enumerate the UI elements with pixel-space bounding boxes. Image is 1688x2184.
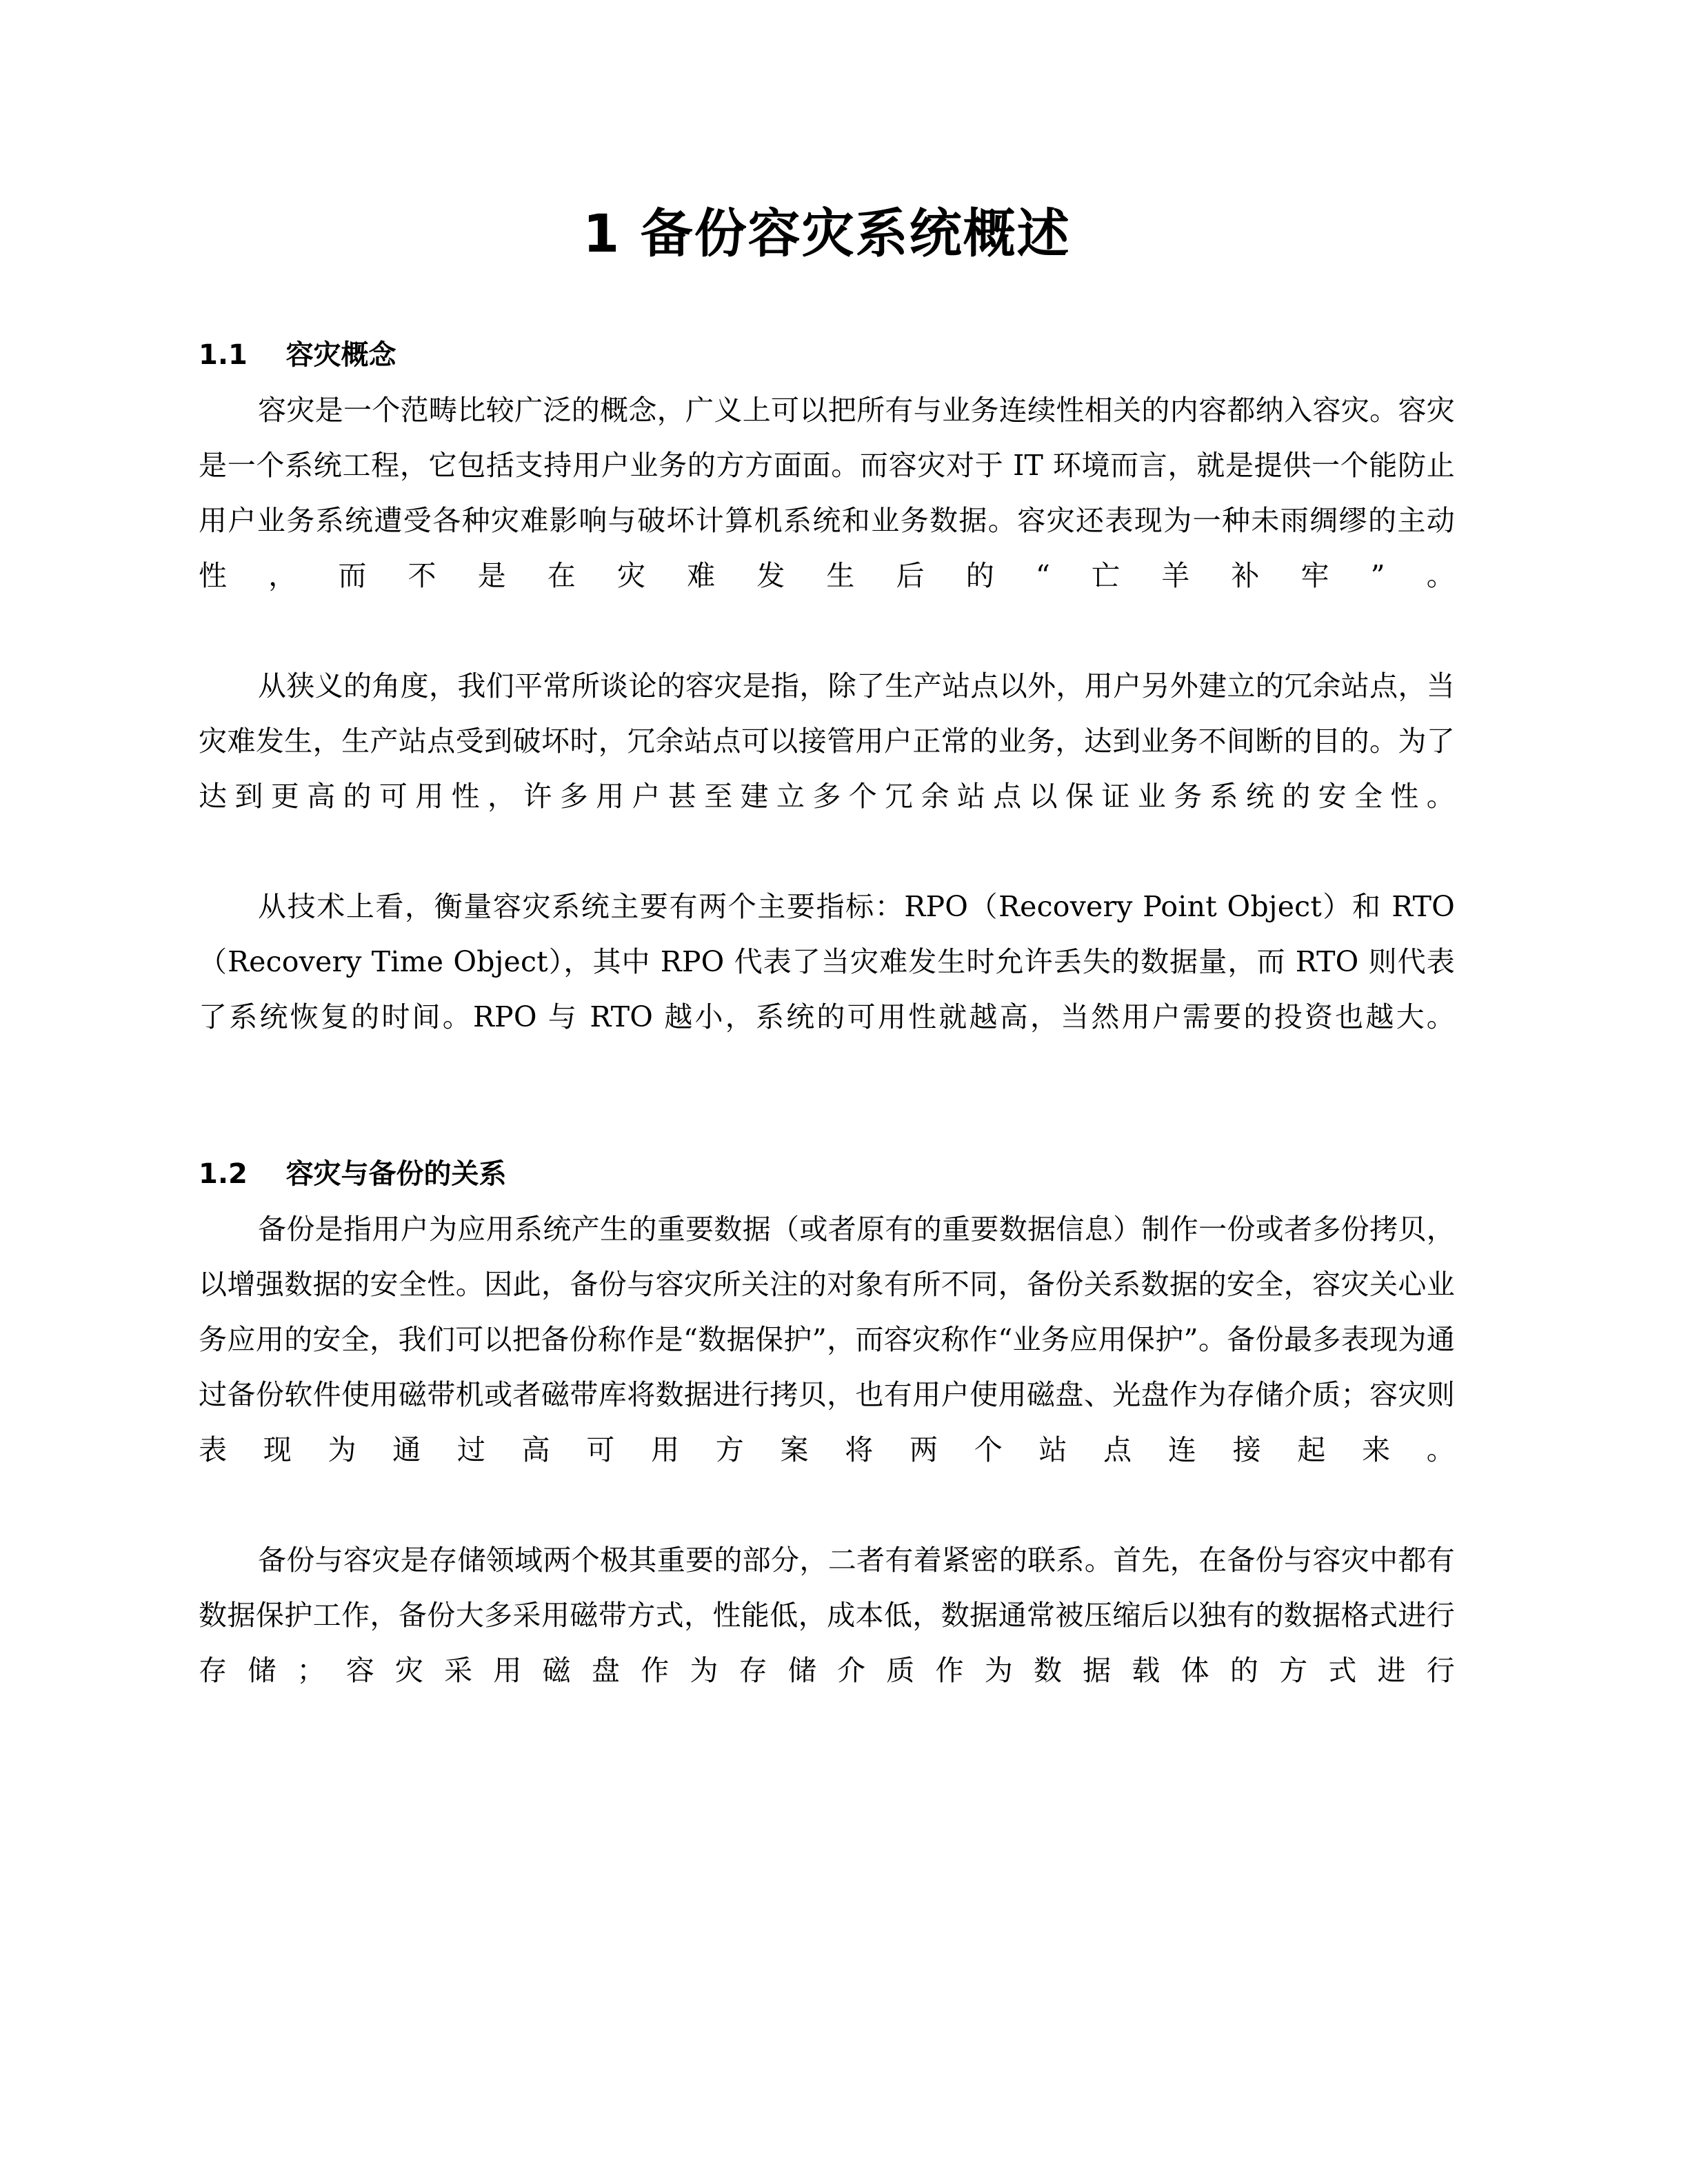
paragraph: 备份与容灾是存储领域两个极其重要的部分，二者有着紧密的联系。首先，在备份与容灾中都有数据保护工作，备份大多采用磁带方式，性能低，成本低，数据通常被压缩后以独有的数据格式进行存储；容灾采用磁盘作为存储介质作为数据载体的方式进行 <box>199 1544 1455 1688</box>
paragraph: 容灾是一个范畴比较广泛的概念，广义上可以把所有与业务连续性相关的内容都纳入容灾。容灾是一个系统工程，它包括支持用户业务的方方面面。而容灾对于 IT 环境而言，就是提供一个能防止用户业务系统遭受各种灾难影响与破坏计算机系统和业务数据。容灾还表现为一种未雨绸缪的主动性，而不是在灾难发生后的“亡羊补牢”。 <box>199 394 1455 593</box>
section-1-2-body <box>199 1202 1455 1753</box>
paragraph: 备份是指用户为应用系统产生的重要数据（或者原有的重要数据信息）制作一份或者多份拷贝，以增强数据的安全性。因此，备份与容灾所关注的对象有所不同，备份关系数据的安全，容灾关心业务应用的安全，我们可以把备份称作是“数据保护”，而容灾称作“业务应用保护”。备份最多表现为通过备份软件使用磁带机或者磁带库将数据进行拷贝，也有用户使用磁盘、光盘作为存储介质；容灾则表现为通过高可用方案将两个站点连接起来。 <box>199 1213 1455 1467</box>
section-heading-1-1: 1.1 容灾概念 <box>199 339 396 372</box>
section-1-1-body <box>199 383 1455 1100</box>
paragraph: 从技术上看，衡量容灾系统主要有两个主要指标：RPO（Recovery Point Object）和 RTO（Recovery Time Object），其中 RPO 代表了当灾难发生时允许丢失的数据量，而 RTO 则代表了系统恢复的时间。RPO 与 RTO 越小，系统的可用性就越高，当然用户需要的投资也越大。 <box>199 890 1455 1034</box>
page-title: 1 备份容灾系统概述 <box>583 203 1071 264</box>
section-heading-1-2: 1.2 容灾与备份的关系 <box>199 1158 507 1191</box>
paragraph: 从狭义的角度，我们平常所谈论的容灾是指，除了生产站点以外，用户另外建立的冗余站点，当灾难发生，生产站点受到破坏时，冗余站点可以接管用户正常的业务，达到业务不间断的目的。为了达到更高的可用性，许多用户甚至建立多个冗余站点以保证业务系统的安全性。 <box>199 669 1455 813</box>
